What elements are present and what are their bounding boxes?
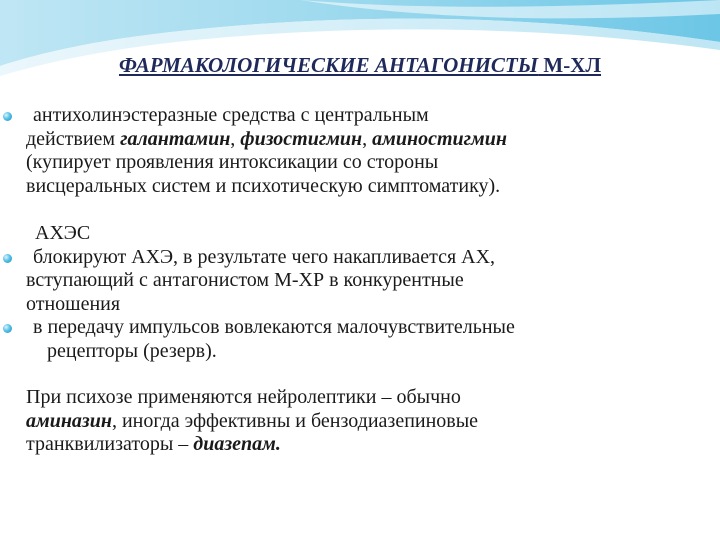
separator: , xyxy=(362,127,373,150)
text-line: в передачу импульсов вовлекаются малочувствительные xyxy=(33,316,515,338)
bullet-item-block-ache xyxy=(26,246,696,317)
bullet-item-receptors xyxy=(26,316,696,363)
text-line: (купирует проявления интоксикации со стороны xyxy=(26,151,439,173)
drug-name: галантамин xyxy=(120,127,231,150)
bullet-icon xyxy=(3,324,12,333)
text-line: висцеральных систем и психотическую симптоматику). xyxy=(26,174,501,197)
title-upright-part: М-ХЛ xyxy=(538,53,602,77)
text-line: , иногда эффективны и бензодиазепиновые xyxy=(111,409,479,432)
paragraph-anticholinesterase xyxy=(26,104,696,198)
text-line: транквилизаторы – xyxy=(26,433,194,455)
text-line: рецепторы (резерв). xyxy=(47,339,217,362)
paragraph-psychosis xyxy=(26,386,696,457)
text-line: При психозе применяются нейролептики – обычно xyxy=(26,386,461,408)
bullet-icon xyxy=(3,112,12,121)
bullet-icon xyxy=(3,254,12,263)
text-line: отношения xyxy=(26,292,121,315)
title-italic-part: ФАРМАКОЛОГИЧЕСКИЕ АНТАГОНИСТЫ xyxy=(118,53,539,77)
text-line: действием xyxy=(26,127,121,150)
slide-content xyxy=(26,104,696,457)
text-line: вступающий с антагонистом М-ХР в конкурентные xyxy=(26,269,464,291)
drug-name: аминостигмин xyxy=(372,127,507,150)
text-line: антихолинэстеразные средства с центральным xyxy=(33,104,429,126)
ache-inhibitors-heading: АХЭС xyxy=(35,222,91,244)
text-line: блокируют АХЭ, в результате чего накапливается АХ, xyxy=(33,245,496,268)
drug-name: аминазин xyxy=(26,409,112,432)
drug-name: физостигмин xyxy=(240,127,363,150)
drug-name: диазепам. xyxy=(193,433,281,455)
separator: , xyxy=(230,127,241,150)
slide-title xyxy=(0,52,720,78)
